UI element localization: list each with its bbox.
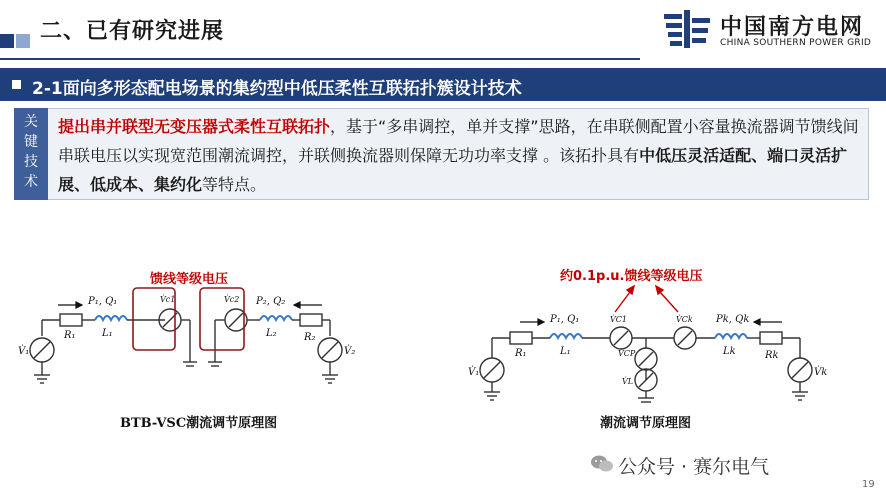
label-vc2: V̇c2 [224,295,240,304]
label-vc1: V̇C1 [610,315,627,324]
key-tech-features: 中低压灵活适配、端口灵活扩展、低成本、集约化 [58,146,848,194]
label-p1q1: P₁, Q₁ [88,296,118,307]
page-number: 19 [862,479,875,490]
label-p2q2: P₂, Q₂ [256,296,286,307]
logo-text-en: CHINA SOUTHERN POWER GRID [720,38,872,48]
key-tech-text-1: ，基于“多串调控，单并支撑”思路，在串联侧配置小容量换流器调节馈线间串联电压以实现宽范围潮流调控，并联侧换流器则保障无功功率支撑 。该拓扑具有 [58,117,859,165]
key-tech-description [58,112,860,199]
label-vl: V̇L [622,377,634,386]
key-tech-text-2: 等特点。 [202,175,267,194]
section-bullet [12,80,21,89]
header-underline [0,58,640,60]
label-v2: V̇₂ [344,346,356,357]
wechat-icon [590,454,614,474]
header-decor-square [0,34,14,48]
label-l2: L₂ [266,328,277,339]
label-lk: Lk [723,346,736,357]
left-diagram-red-label: 馈线等级电压 [150,272,229,287]
label-v1: V̇₁ [18,346,30,357]
left-circuit-diagram [10,280,370,395]
key-tech-tag-char: 技 [24,154,38,170]
label-vcp: V̇CP [618,349,636,358]
right-diagram-caption: 潮流调节原理图 [600,416,692,431]
label-pkqk: Pk, Qk [716,314,750,325]
key-tech-tag-char: 键 [24,134,38,150]
label-r1: R₁ [64,330,76,341]
right-diagram-red-label: 约0.1p.u.馈线等级电压 [560,269,703,284]
header-decor-square-light [16,34,30,48]
key-tech-tag-char: 关 [24,114,38,130]
key-tech-tag-char: 术 [24,174,38,190]
csg-logo-icon [664,10,712,48]
label-v1: V̇₁ [468,367,480,378]
section-title: 2-1面向多形态配电场景的集约型中低压柔性互联拓扑簇设计技术 [32,79,522,99]
label-vc1: V̇c1 [160,295,176,304]
page-title: 二、已有研究进展 [40,19,225,44]
label-l1: L₁ [560,346,571,357]
logo-text-cn: 中国南方电网 [720,15,865,40]
label-rk: Rk [765,350,779,361]
key-tech-tag [14,108,48,200]
label-r1: R₁ [515,348,527,359]
label-r2: R₂ [304,332,316,343]
label-vck: V̇Ck [676,315,693,324]
label-vk: V̇k [814,367,828,378]
watermark: 公众号 · 赛尔电气 [618,456,770,478]
right-circuit-diagram [470,280,840,405]
key-tech-highlight: 提出串并联型无变压器式柔性互联拓扑 [58,117,331,136]
left-diagram-caption: BTB-VSC潮流调节原理图 [120,416,278,431]
label-l1: L₁ [102,328,113,339]
label-p1q1: P₁, Q₁ [550,314,580,325]
